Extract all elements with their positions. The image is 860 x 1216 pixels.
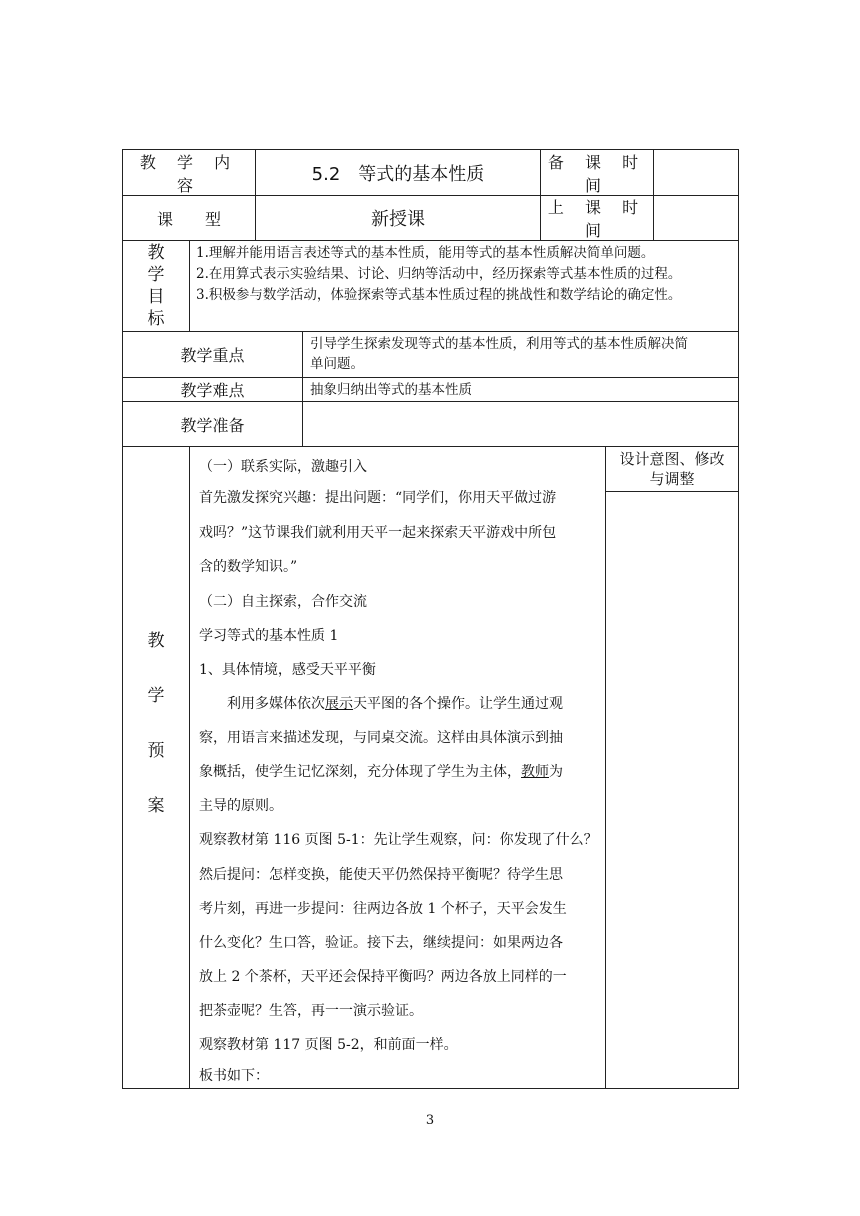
side-column-divider bbox=[605, 491, 739, 492]
objective-item: 1.理解并能用语言表述等式的基本性质，能用等式的基本性质解决简单问题。 bbox=[196, 245, 655, 261]
objectives-list bbox=[196, 243, 736, 329]
class-time-label: 上 课 时 间 bbox=[547, 198, 647, 240]
plan-line: （一）联系实际，激趣引入 bbox=[199, 459, 367, 475]
key-point-text bbox=[310, 334, 736, 376]
preparation-text bbox=[310, 404, 736, 444]
type-label: 课 型 bbox=[156, 209, 221, 229]
objectives-label-char: 目 bbox=[147, 287, 165, 307]
plan-line: 察，用语言来描述发现，与同桌交流。这样由具体演示到抽 bbox=[199, 730, 563, 746]
plan-line: 然后提问：怎样变换，能使天平仍然保持平衡呢？待学生思 bbox=[199, 867, 563, 883]
plan-line: （二）自主探索，合作交流 bbox=[199, 594, 367, 610]
col-divider bbox=[302, 331, 303, 447]
preparation-label: 教学准备 bbox=[180, 415, 245, 435]
side-header-line: 与调整 bbox=[649, 470, 695, 488]
plan-label-char: 学 bbox=[147, 686, 165, 706]
objectives-label bbox=[123, 242, 189, 331]
objectives-label-char: 标 bbox=[147, 309, 165, 329]
col-divider bbox=[605, 446, 606, 1089]
objectives-label-char: 学 bbox=[147, 265, 165, 285]
plan-line: 含的数学知识。” bbox=[199, 559, 298, 575]
plan-label-char: 案 bbox=[147, 796, 165, 816]
key-point-line: 引导学生探索发现等式的基本性质，利用等式的基本性质解决简 bbox=[310, 336, 688, 352]
plan-line: 考片刻，再进一步提问：往两边各放 1 个杯子，天平会发生 bbox=[199, 901, 567, 917]
plan-line: 首先激发探究兴趣：提出问题：“同学们，你用天平做过游 bbox=[199, 490, 557, 506]
col-divider bbox=[189, 240, 190, 332]
page-number: 3 bbox=[425, 1113, 435, 1128]
plan-text: 象概括，使学生记忆深刻，充分体现了学生为主体， bbox=[199, 764, 521, 780]
key-point-label: 教学重点 bbox=[180, 346, 245, 365]
plan-text-underlined: 展示 bbox=[325, 696, 353, 712]
plan-line: 观察教材第 117 页图 5-2，和前面一样。 bbox=[199, 1037, 458, 1053]
objective-item: 2.在用算式表示实验结果、讨论、归纳等活动中，经历探索等式基本性质的过程。 bbox=[196, 266, 682, 282]
content-label: 教 学 内 容 bbox=[139, 152, 239, 195]
plan-line: 学习等式的基本性质 1 bbox=[199, 628, 339, 644]
plan-label bbox=[123, 630, 189, 830]
difficulty-text: 抽象归纳出等式的基本性质 bbox=[310, 382, 472, 398]
table-border-right bbox=[738, 149, 739, 1089]
plan-text: 为 bbox=[549, 764, 563, 780]
plan-line: 放上 2 个茶杯，天平还会保持平衡吗？两边各放上同样的一 bbox=[199, 969, 567, 985]
plan-side-header bbox=[606, 449, 738, 491]
plan-text: 天平图的各个操作。让学生通过观 bbox=[353, 696, 563, 712]
prep-time-label: 备 课 时 间 bbox=[547, 152, 647, 195]
plan-paragraph-line bbox=[227, 693, 563, 713]
table-border-bottom bbox=[122, 1088, 739, 1089]
objectives-label-char: 教 bbox=[147, 243, 165, 263]
plan-text-underlined: 教师 bbox=[521, 764, 549, 780]
col-divider bbox=[189, 446, 190, 1089]
type-value: 新授课 bbox=[371, 209, 425, 230]
plan-label-char: 教 bbox=[147, 631, 165, 651]
plan-text: 利用多媒体依次 bbox=[227, 696, 325, 712]
content-value: 5.2 等式的基本性质 bbox=[311, 163, 485, 185]
plan-label-char: 预 bbox=[147, 741, 165, 761]
row-divider bbox=[122, 446, 739, 447]
side-header-line: 设计意图、修改 bbox=[619, 450, 725, 468]
plan-line: 板书如下： bbox=[199, 1068, 269, 1084]
plan-paragraph-line bbox=[199, 761, 563, 781]
plan-line: 主导的原则。 bbox=[199, 798, 283, 814]
prep-time-value bbox=[654, 150, 738, 195]
plan-line: 把茶壶呢？生答，再一一演示验证。 bbox=[199, 1003, 423, 1019]
plan-line: 戏吗？”这节课我们就利用天平一起来探索天平游戏中所包 bbox=[199, 525, 557, 541]
objective-item: 3.积极参与数学活动，体验探索等式基本性质过程的挑战性和数学结论的确定性。 bbox=[196, 287, 682, 303]
difficulty-label: 教学难点 bbox=[180, 381, 245, 400]
key-point-line: 单问题。 bbox=[310, 356, 364, 372]
class-time-value bbox=[654, 196, 738, 240]
plan-line: 什么变化？生口答，验证。接下去，继续提问：如果两边各 bbox=[199, 935, 563, 951]
plan-line: 1、具体情境，感受天平平衡 bbox=[199, 662, 376, 678]
plan-line: 观察教材第 116 页图 5-1：先让学生观察，问：你发现了什么？ bbox=[199, 832, 598, 848]
